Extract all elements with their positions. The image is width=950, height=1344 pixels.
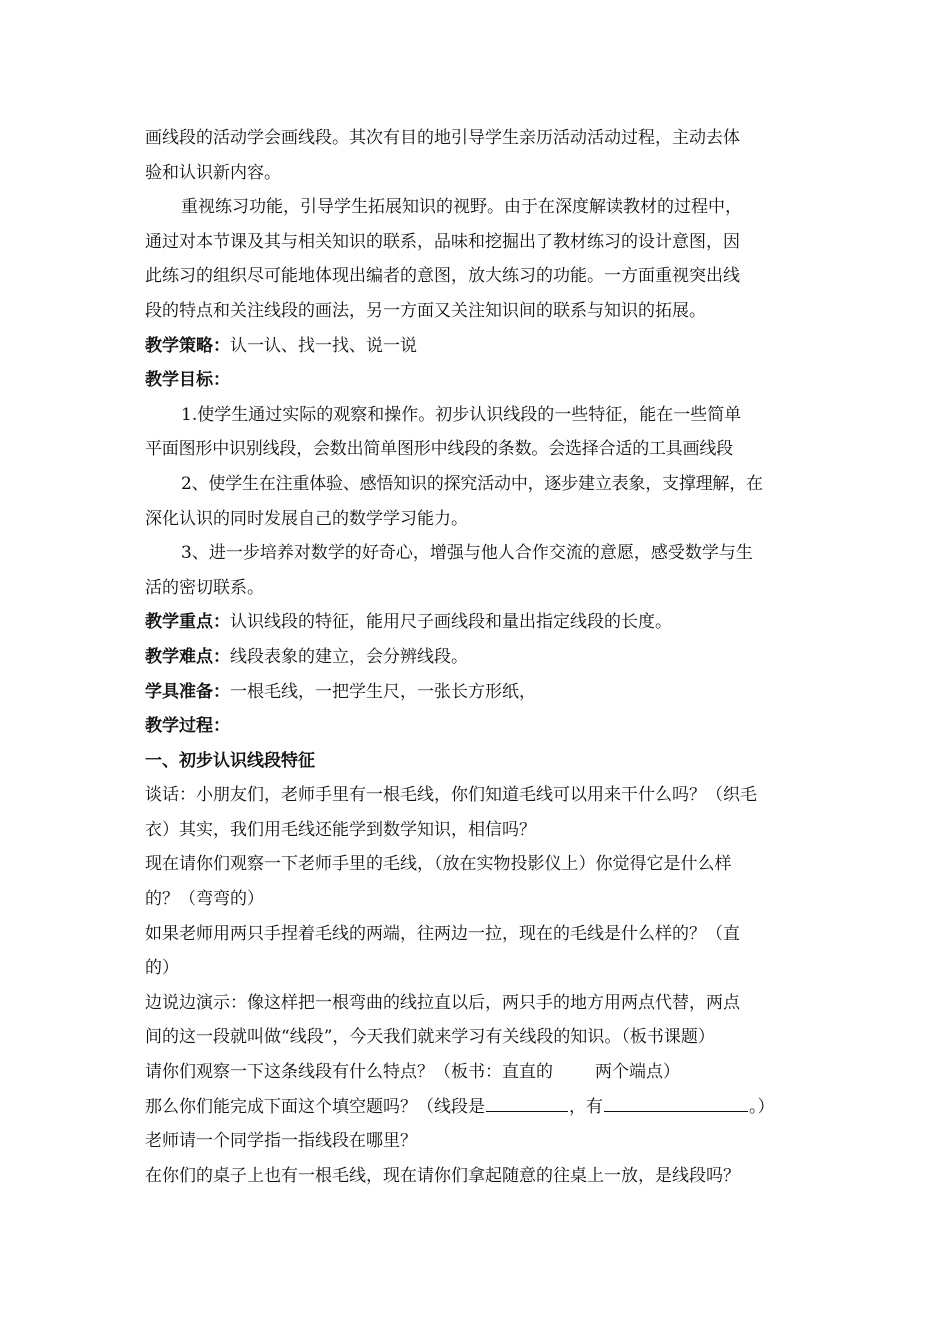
section-heading: 一、初步认识线段特征: [145, 750, 315, 771]
strategy-line: [145, 329, 809, 364]
paragraph-line: 验和认识新内容。: [145, 162, 281, 183]
paragraph-line: 此练习的组织尽可能地体现出编者的意图，放大练习的功能。一方面重视突出线: [145, 266, 740, 287]
difficulty-text: 线段表象的建立，会分辨线段。: [230, 646, 468, 667]
process-line: 间的这一段就叫做“线段”，今天我们就来学习有关线段的知识。（板书课题）: [145, 1027, 715, 1048]
fill-blank-line: [145, 1090, 809, 1125]
goal-line: 2、使学生在注重体验、感悟知识的探究活动中，逐步建立表象，支撑理解，在: [181, 473, 763, 494]
paragraph-line: 画线段的活动学会画线段。其次有目的地引导学生亲历活动活动过程，主动去体: [145, 128, 740, 148]
key-point-text: 认识线段的特征，能用尺子画线段和量出指定线段的长度。: [230, 612, 672, 633]
process-text: 。）: [749, 1096, 775, 1117]
process-text: 请你们观察一下这条线段有什么特点？（板书：直直的: [145, 1062, 553, 1083]
key-point-label: 教学重点：: [145, 612, 230, 633]
process-text: 那么你们能完成下面这个填空题吗？（线段是: [145, 1096, 485, 1117]
process-line: 老师请一个同学指一指线段在哪里？: [145, 1131, 417, 1152]
key-point-line: [145, 605, 809, 640]
process-text: 两个端点）: [595, 1062, 680, 1083]
strategy-text: 认一认、找一找、说一说: [230, 335, 417, 356]
paragraph-line: 重视练习功能，引导学生拓展知识的视野。由于在深度解读教材的过程中，: [181, 197, 742, 218]
process-line: 谈话：小朋友们，老师手里有一根毛线，你们知道毛线可以用来干什么吗？（织毛: [145, 785, 757, 806]
document-body: [145, 121, 809, 1193]
paragraph-line: 通过对本节课及其与相关知识的联系，品味和挖掘出了教材练习的设计意图，因: [145, 231, 740, 252]
process-text: ，有: [569, 1096, 603, 1117]
fill-blank: [486, 1092, 568, 1112]
process-line: 衣）其实，我们用毛线还能学到数学知识，相信吗？: [145, 819, 536, 840]
goal-line: 深化认识的同时发展自己的数学学习能力。: [145, 508, 468, 529]
process-line: 的）: [145, 958, 179, 979]
materials-label: 学具准备：: [145, 681, 230, 702]
process-line: 在你们的桌子上也有一根毛线，现在请你们拿起随意的往桌上一放，是线段吗？: [145, 1165, 740, 1186]
fill-blank: [604, 1092, 748, 1112]
paragraph-line: 段的特点和关注线段的画法，另一方面又关注知识间的联系与知识的拓展。: [145, 300, 706, 321]
process-line: 边说边演示：像这样把一根弯曲的线拉直以后，两只手的地方用两点代替，两点: [145, 992, 740, 1013]
materials-line: [145, 675, 809, 710]
difficulty-line: [145, 640, 809, 675]
goal-line: 3、进一步培养对数学的好奇心，增强与他人合作交流的意愿，感受数学与生: [181, 543, 753, 564]
process-line: 现在请你们观察一下老师手里的毛线，（放在实物投影仪上）你觉得它是什么样: [145, 854, 732, 875]
process-line: 的？（弯弯的）: [145, 889, 264, 910]
materials-text: 一根毛线，一把学生尺，一张长方形纸，: [230, 681, 536, 702]
process-line: [145, 1055, 809, 1090]
process-line: 如果老师用两只手捏着毛线的两端，往两边一拉，现在的毛线是什么样的？（直: [145, 923, 740, 944]
goal-line: 活的密切联系。: [145, 577, 264, 598]
strategy-label: 教学策略：: [145, 335, 230, 356]
process-heading: 教学过程：: [145, 716, 230, 737]
goal-line: 1.使学生通过实际的观察和操作。初步认识线段的一些特征，能在一些简单: [181, 404, 742, 425]
difficulty-label: 教学难点：: [145, 646, 230, 667]
goals-heading: 教学目标：: [145, 370, 230, 391]
goal-line: 平面图形中识别线段，会数出简单图形中线段的条数。会选择合适的工具画线段: [145, 439, 733, 460]
